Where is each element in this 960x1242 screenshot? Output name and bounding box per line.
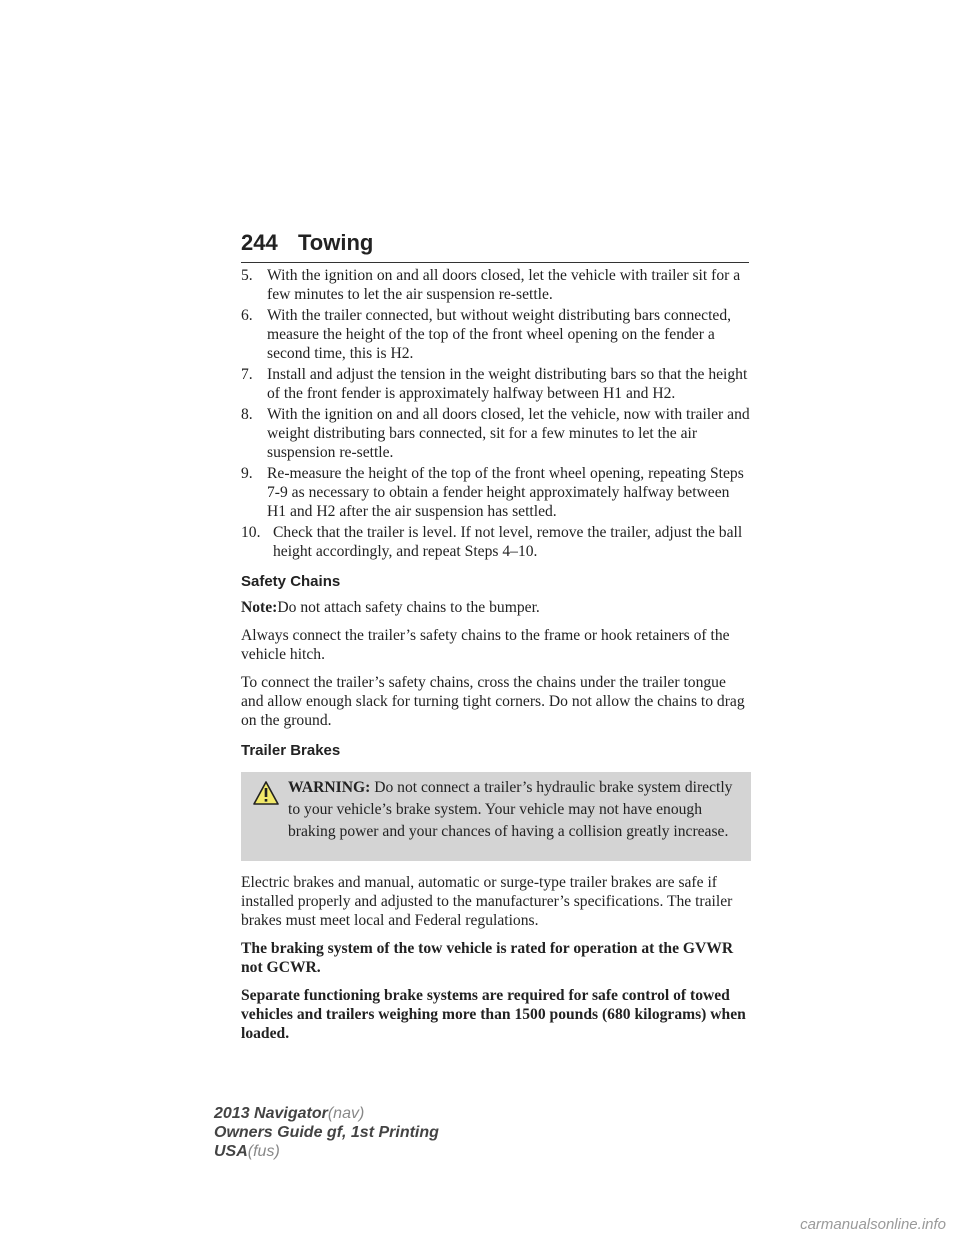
step-text: Install and adjust the tension in the weight distributing bars so that the height of the front fender is approximately halfway between H1 and H2.	[267, 366, 748, 402]
step-text: With the ignition on and all doors closed, let the vehicle with trailer sit for a few minutes to let the air suspension re-settle.	[267, 267, 741, 303]
list-item	[241, 464, 751, 521]
footer-model: 2013 Navigator	[214, 1105, 328, 1122]
warning-box	[241, 772, 751, 861]
step-number: 7.	[241, 366, 253, 383]
step-number: 5.	[241, 267, 253, 284]
safety-chains-paragraph-1: Always connect the trailer’s safety chains to the frame or hook retainers of the vehicle hitch.	[241, 627, 730, 663]
gvwr-statement: The braking system of the tow vehicle is rated for operation at the GVWR not GCWR.	[241, 940, 734, 976]
safety-chains-heading: Safety Chains	[241, 573, 341, 590]
step-text: Re-measure the height of the top of the front wheel opening, repeating Steps 7-9 as necessary to obtain a fender height approximately halfway between H1 and H2 after the air suspension has settled.	[267, 465, 744, 520]
safety-chains-note	[241, 598, 751, 617]
warning-triangle-icon	[253, 781, 279, 805]
trailer-brakes-heading: Trailer Brakes	[241, 742, 341, 759]
step-text: With the trailer connected, but without weight distributing bars connected, measure the height of the top of the front wheel opening on the fender a second time, this is H2.	[267, 307, 732, 362]
site-watermark: carmanualsonline.info	[800, 1216, 946, 1233]
note-label: Note:	[241, 599, 278, 616]
warning-text	[249, 777, 743, 843]
steps-list	[241, 266, 751, 561]
header-rule	[241, 262, 749, 263]
footer-line-model	[214, 1104, 439, 1123]
list-item	[241, 266, 751, 304]
step-number: 9.	[241, 465, 253, 482]
section-title: Towing	[298, 230, 374, 255]
separate-brakes-statement: Separate functioning brake systems are required for safe control of towed vehicles and trailers weighing more than 1500 pounds (680 kilograms) when loaded.	[241, 987, 746, 1042]
list-item	[241, 523, 751, 561]
page-footer	[214, 1104, 439, 1161]
trailer-brakes-paragraph: Electric brakes and manual, automatic or surge-type trailer brakes are safe if installed properly and adjusted to the manufacturer’s specifications. The trailer brakes must meet local and Federal regulations.	[241, 874, 733, 929]
note-text: Do not attach safety chains to the bumper.	[277, 599, 540, 616]
footer-region-code: (fus)	[247, 1143, 280, 1160]
list-item	[241, 365, 751, 403]
step-text: With the ignition on and all doors closed, let the vehicle, now with trailer and weight distributing bars connected, sit for a few minutes to let the air suspension re-settle.	[267, 406, 750, 461]
page-body	[241, 266, 751, 1052]
warning-message: Do not connect a trailer’s hydraulic brake system directly to your vehicle’s brake system. Your vehicle may not have enough braking power and your chances of having a collision greatly increase.	[288, 779, 733, 840]
step-number: 10.	[241, 524, 261, 541]
footer-guide: Owners Guide gf, 1st Printing	[214, 1124, 439, 1141]
step-text: Check that the trailer is level. If not level, remove the trailer, adjust the ball height accordingly, and repeat Steps 4–10.	[273, 524, 743, 560]
page-number: 244	[241, 230, 278, 255]
list-item	[241, 405, 751, 462]
page-header	[241, 230, 749, 262]
warning-body	[249, 777, 743, 843]
footer-region: USA	[214, 1143, 248, 1160]
list-item	[241, 306, 751, 363]
safety-chains-paragraph-2: To connect the trailer’s safety chains, cross the chains under the trailer tongue and allow enough slack for turning tight corners. Do not allow the chains to drag on the ground.	[241, 674, 745, 729]
footer-model-code: (nav)	[327, 1105, 365, 1122]
warning-label: WARNING:	[288, 779, 371, 796]
footer-line-region	[214, 1142, 439, 1161]
step-number: 8.	[241, 406, 253, 423]
step-number: 6.	[241, 307, 253, 324]
